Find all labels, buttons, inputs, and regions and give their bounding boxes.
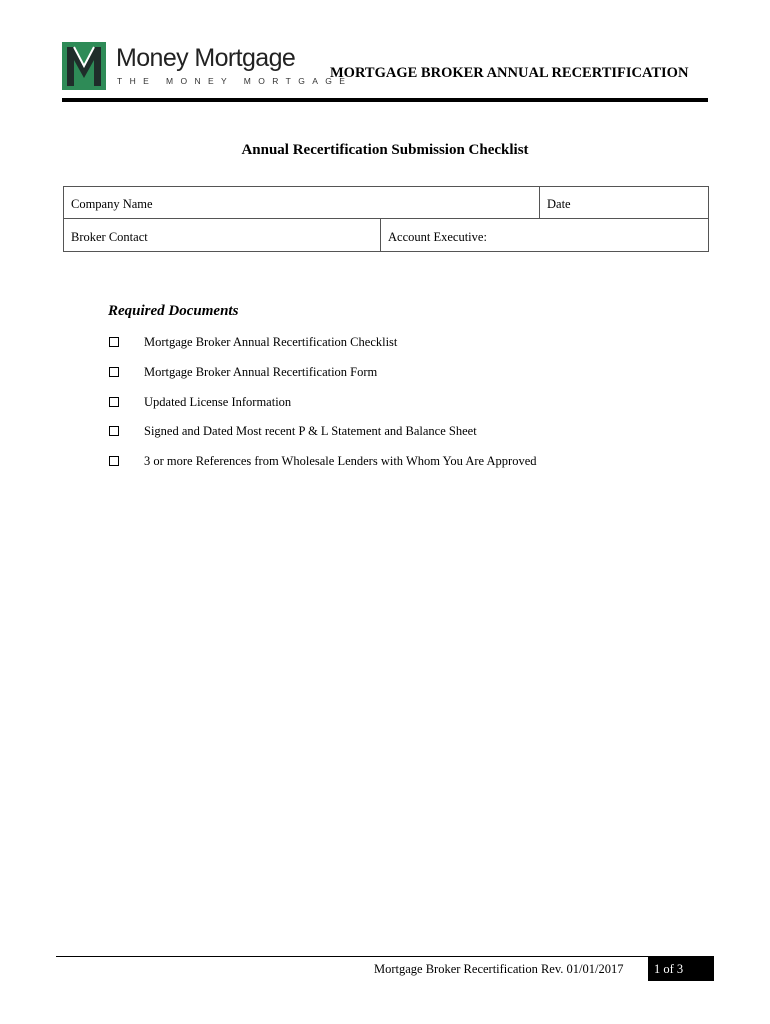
logo-name: Money Mortgage	[116, 44, 296, 72]
required-documents-heading: Required Documents	[108, 303, 239, 319]
broker-contact-label: Broker Contact	[71, 230, 148, 244]
checklist-item	[108, 365, 668, 381]
checklist-item	[108, 424, 668, 440]
footer-revision-text: Mortgage Broker Recertification Rev. 01/01/2017	[374, 962, 624, 976]
checkbox[interactable]	[109, 397, 119, 407]
logo-tagline: THE MONEY MORTGAGE	[117, 76, 353, 86]
checklist-item-label: Mortgage Broker Annual Recertification Form	[144, 365, 378, 379]
checkbox[interactable]	[109, 337, 119, 347]
info-table	[63, 186, 709, 252]
date-field[interactable]	[540, 187, 708, 219]
checklist-title: Annual Recertification Submission Checklist	[241, 142, 529, 158]
header-divider	[62, 98, 708, 102]
checkbox[interactable]	[109, 426, 119, 436]
document-header-title: MORTGAGE BROKER ANNUAL RECERTIFICATION	[330, 65, 689, 81]
broker-contact-field[interactable]	[64, 219, 381, 251]
checklist-item-label: 3 or more References from Wholesale Lenders with Whom You Are Approved	[144, 454, 537, 468]
checklist-item-label: Signed and Dated Most recent P & L Statement and Balance Sheet	[144, 424, 477, 438]
footer-divider	[56, 956, 714, 957]
checklist-item	[108, 395, 668, 411]
company-name-field[interactable]	[64, 187, 540, 219]
date-label: Date	[547, 197, 571, 211]
checklist-item-label: Mortgage Broker Annual Recertification Checklist	[144, 335, 398, 349]
account-executive-label: Account Executive:	[388, 230, 487, 244]
account-executive-field[interactable]	[381, 219, 708, 251]
checklist-item	[108, 335, 668, 351]
checkbox[interactable]	[109, 456, 119, 466]
checklist-item-label: Updated License Information	[144, 395, 292, 409]
page-number: 1 of 3	[654, 962, 684, 976]
money-mortgage-logo-icon	[62, 42, 106, 90]
checklist-item	[108, 454, 668, 470]
company-name-label: Company Name	[71, 197, 153, 211]
checkbox[interactable]	[109, 367, 119, 377]
page-number-badge	[648, 957, 714, 981]
